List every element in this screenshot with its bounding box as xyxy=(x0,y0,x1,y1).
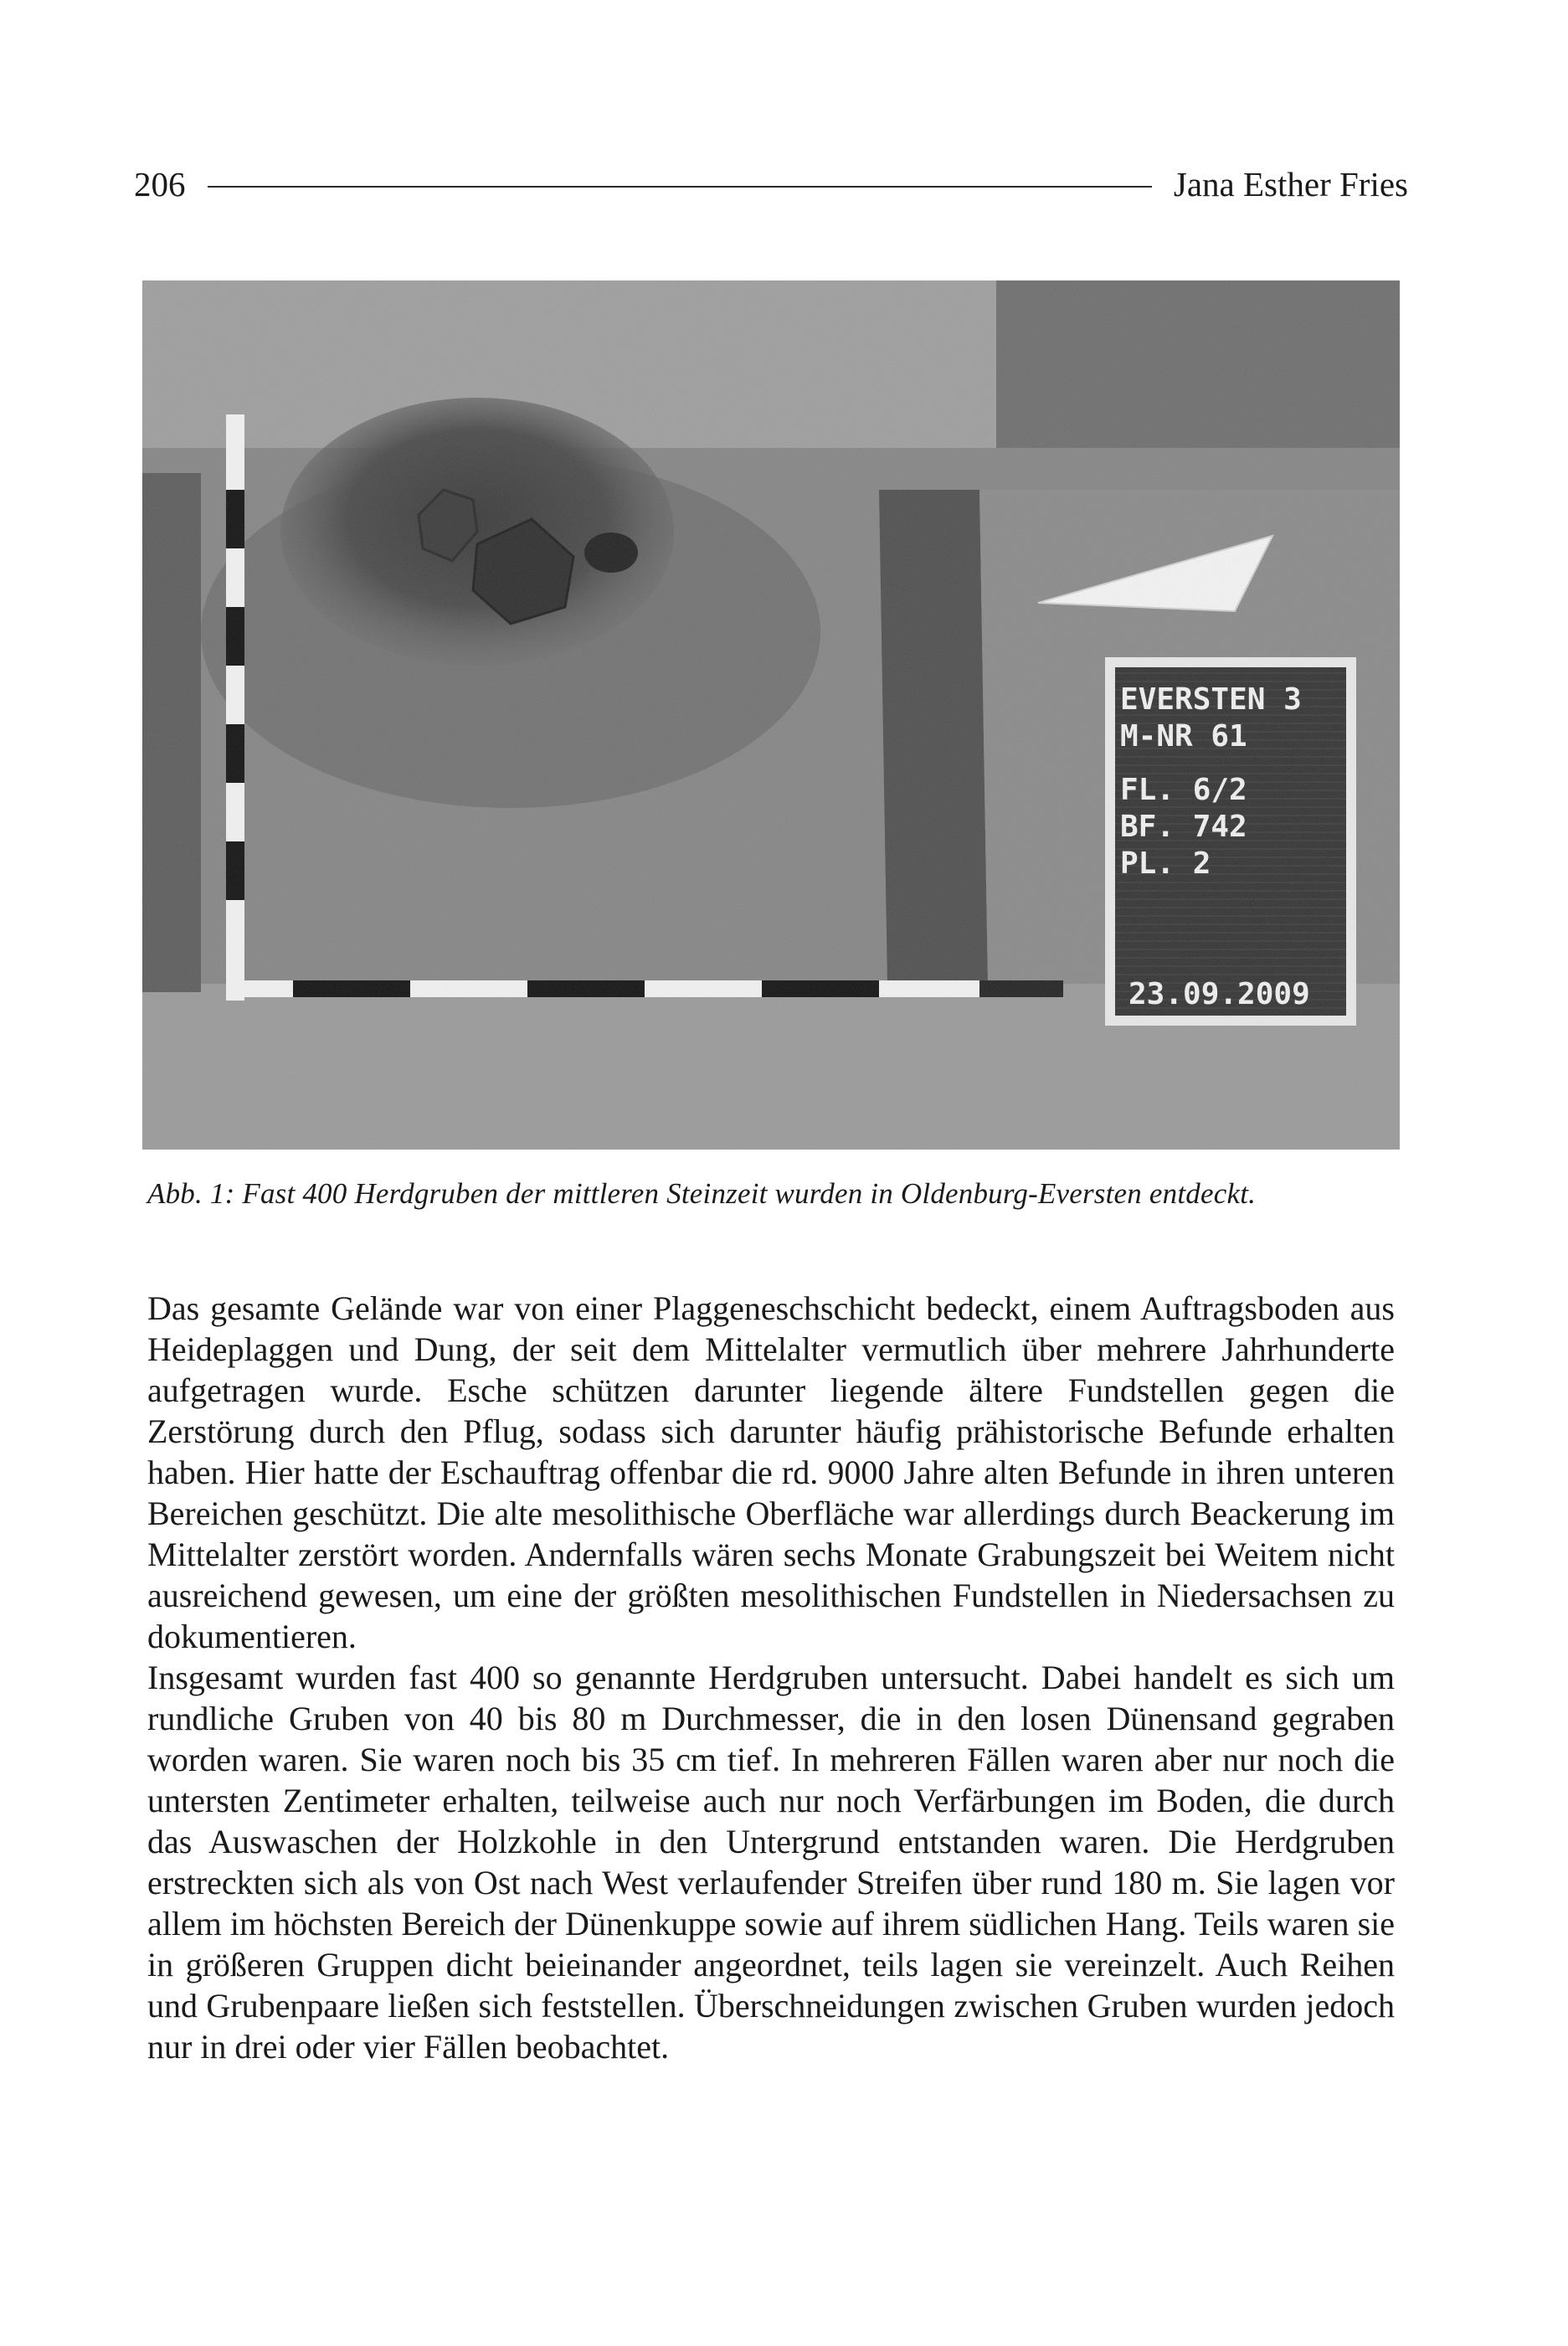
header-rule xyxy=(208,186,1152,188)
running-author: Jana Esther Fries xyxy=(1173,164,1408,203)
excavation-photo xyxy=(142,280,1400,1150)
body-text xyxy=(147,1288,1395,2067)
running-header xyxy=(134,159,1408,209)
page-number: 206 xyxy=(134,164,186,203)
paragraph: Das gesamte Gelände war von einer Plaggeneschschicht bedeckt, einem Auftragsboden aus Heideplaggen und Dung, der seit dem Mittelalter vermutlich über mehrere Jahrhunderte aufgetragen wurde. Esche schützen darunter liegende ältere Fundstellen gegen die Zerstörung durch den Pflug, sodass sich darunter häufig prähistorische Befunde erhalten haben. Hier hatte der Eschauftrag offenbar die rd. 9000 Jahre alten Befunde in ihren unteren Bereichen geschützt. Die alte mesolithische Oberfläche war allerdings durch Beackerung im Mittelalter zerstört worden. Andernfalls wären sechs Monate Grabungszeit bei Weitem nicht ausreichend gewesen, um eine der größten mesolithischen Fundstellen in Niedersachsen zu dokumentieren. xyxy=(147,1289,1395,1655)
paragraph: Insgesamt wurden fast 400 so genannte Herdgruben untersucht. Dabei handelt es sich um rundliche Gruben von 40 bis 80 m Durchmesser, die in den losen Dünensand gegraben worden waren. Sie waren noch bis 35 cm tief. In mehreren Fällen waren aber nur noch die untersten Zentimeter erhalten, teilweise auch nur noch Verfärbungen im Boden, die durch das Auswaschen der Holzkohle in den Untergrund entstanden waren. Die Herdgruben erstreckten sich als von Ost nach West verlaufender Streifen über rund 180 m. Sie lagen vor allem im höchsten Bereich der Dünenkuppe sowie auf ihrem südlichen Hang. Teils waren sie in größeren Gruppen dicht beieinander angeordnet, teils lagen sie vereinzelt. Auch Reihen und Grubenpaare ließen sich feststellen. Überschneidungen zwischen Gruben wurden jedoch nur in drei oder vier Fällen beobachtet. xyxy=(147,1659,1395,2066)
figure-caption: Abb. 1: Fast 400 Herdgruben der mittleren Steinzeit wurden in Oldenburg-Eversten entdeckt. xyxy=(147,1177,1257,1210)
